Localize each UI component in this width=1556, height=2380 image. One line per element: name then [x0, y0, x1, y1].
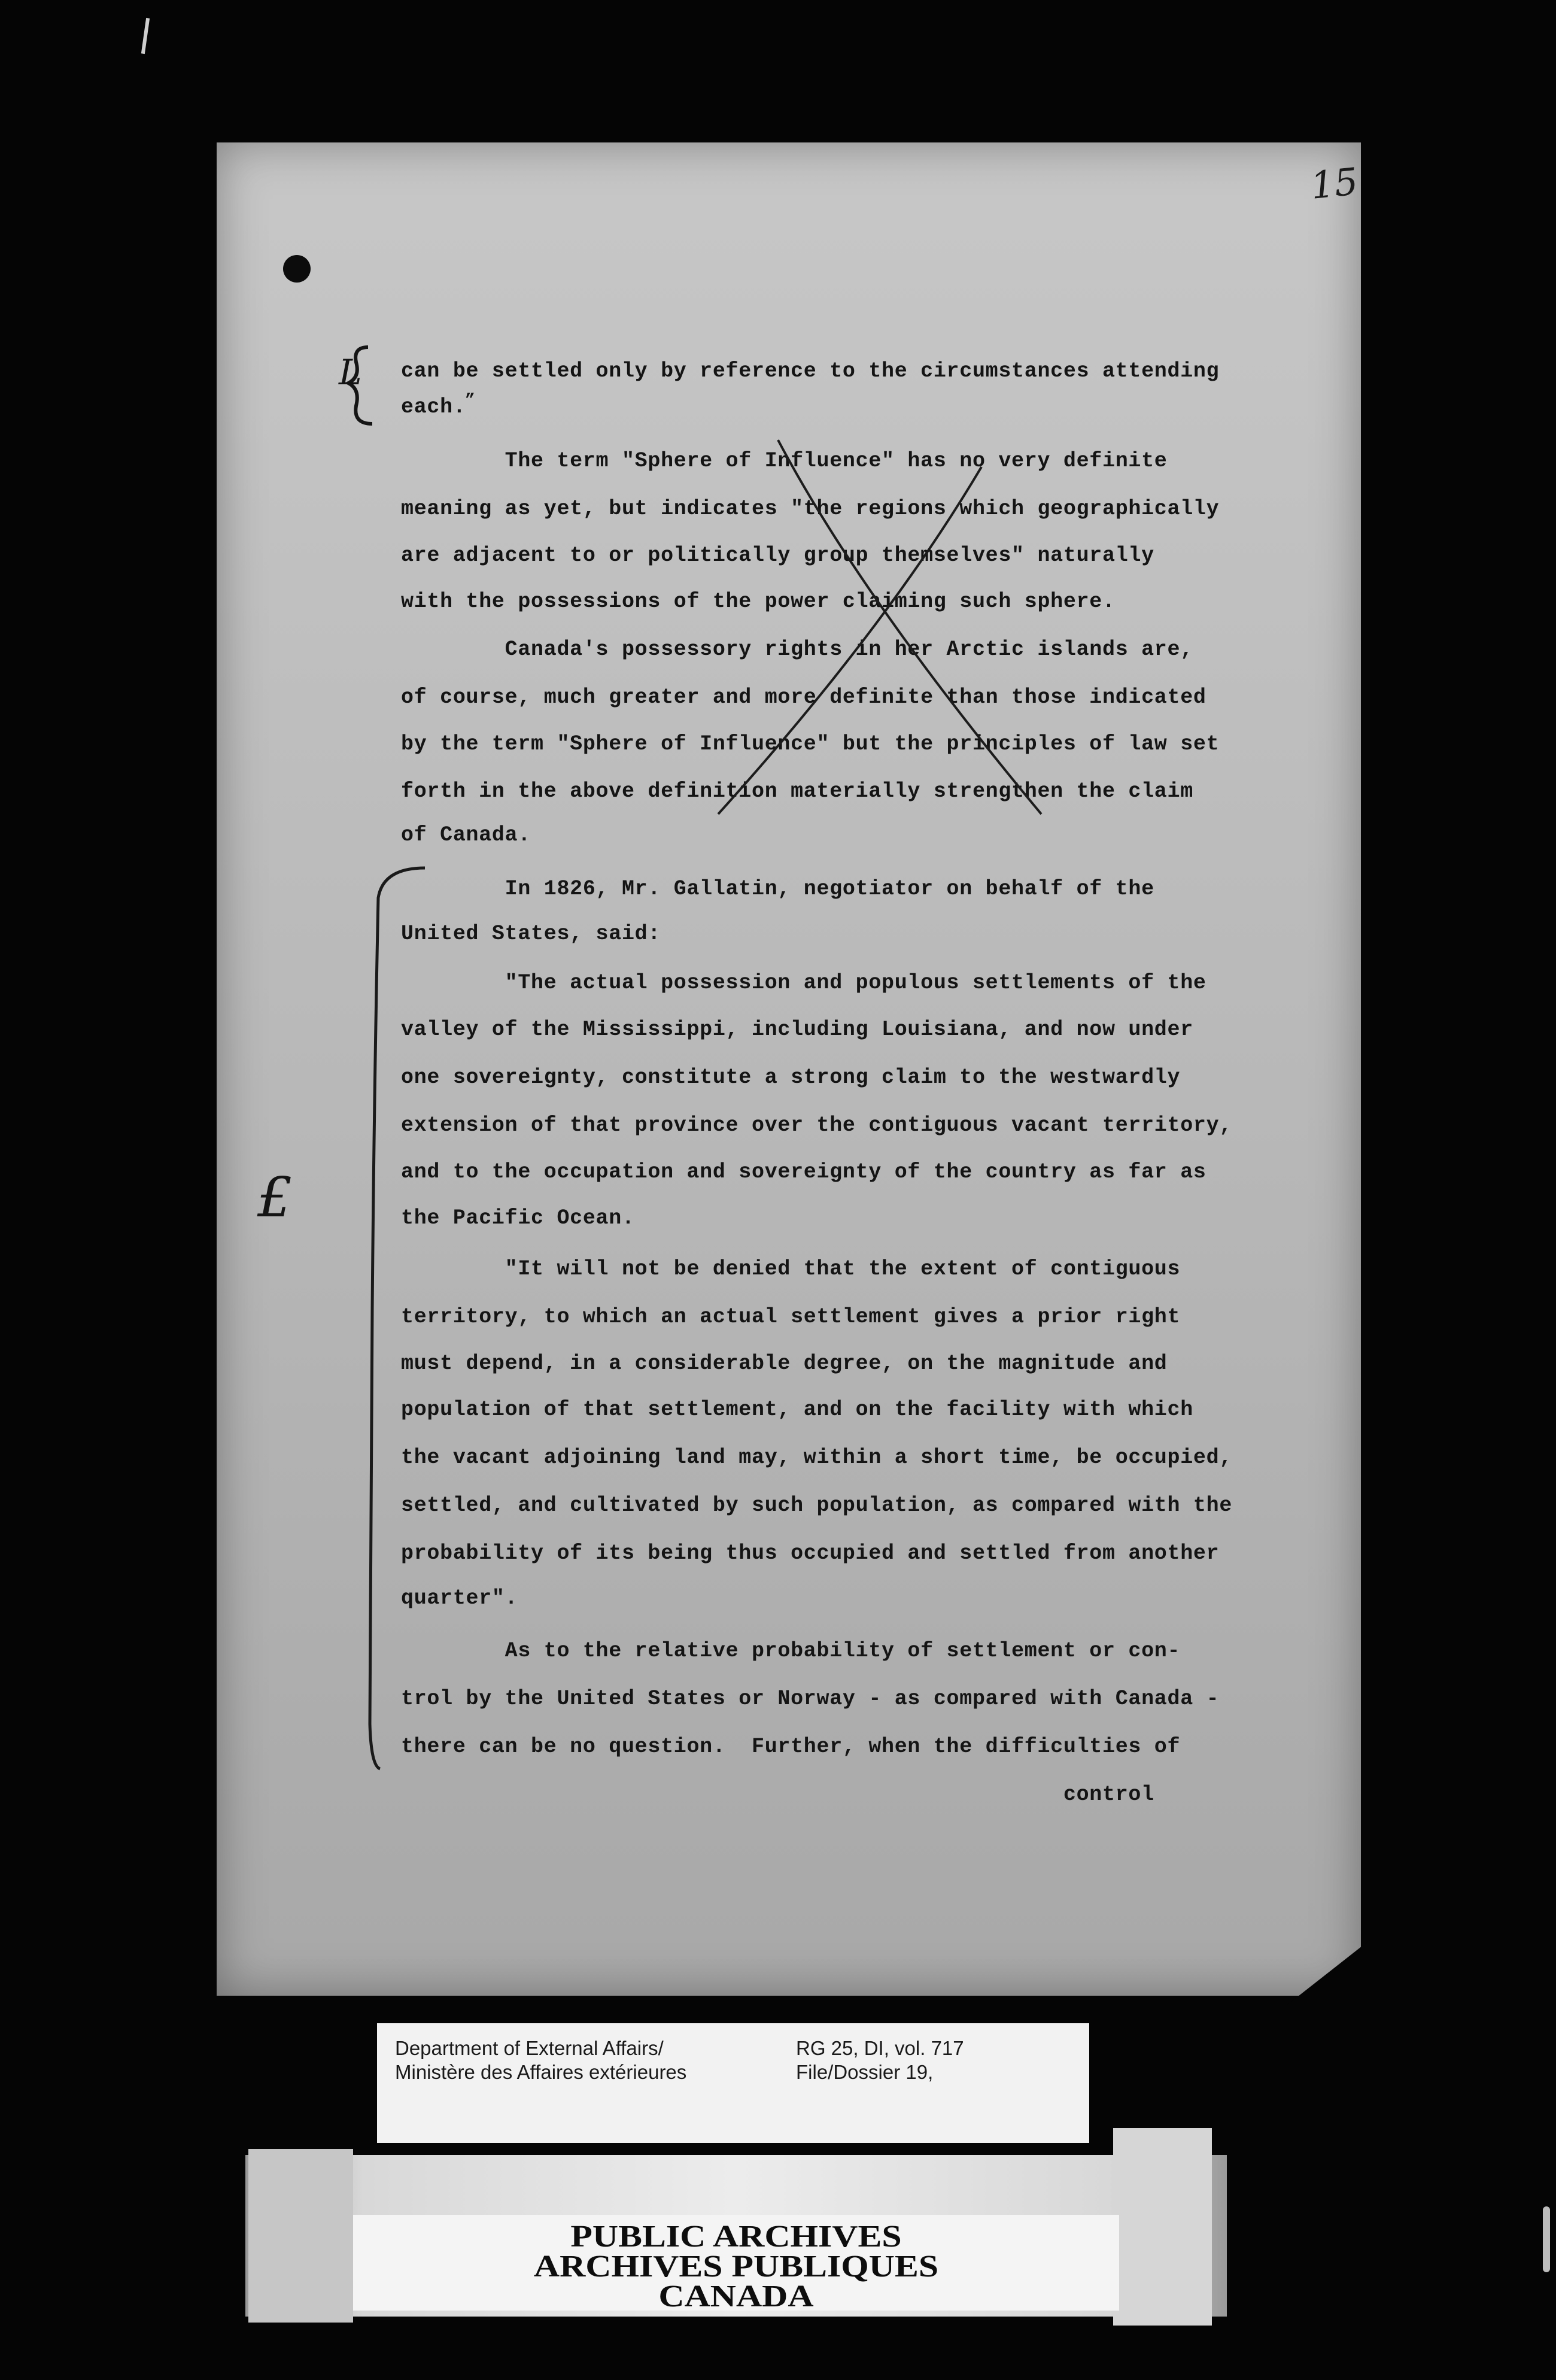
doc-line-30: there can be no question. Further, when the difficulties of: [401, 1735, 1181, 1759]
file-reference-block: [796, 2036, 964, 2084]
doc-line-15: valley of the Mississippi, including Louisiana, and now under: [401, 1018, 1193, 1042]
doc-line-27: quarter".: [401, 1586, 518, 1610]
doc-line-21: territory, to which an actual settlement gives a prior right: [401, 1305, 1181, 1329]
doc-line-17: extension of that province over the contiguous vacant territory,: [401, 1113, 1233, 1137]
stamp-line-french: ARCHIVES PUBLIQUES: [533, 2250, 939, 2284]
doc-line-28: As to the relative probability of settlement or con-: [401, 1639, 1181, 1663]
lower-margin-mark: £: [257, 1165, 293, 1230]
doc-line-22: must depend, in a considerable degree, on the magnitude and: [401, 1352, 1168, 1376]
doc-line-3: The term "Sphere of Influence" has no very definite: [401, 449, 1168, 473]
doc-line-25: settled, and cultivated by such population, as compared with the: [401, 1493, 1233, 1517]
public-archives-stamp: [359, 2222, 1113, 2312]
department-french: Ministère des Affaires extérieures: [395, 2061, 687, 2083]
doc-line-18: and to the occupation and sovereignty of the country as far as: [401, 1160, 1206, 1184]
department-english: Department of External Affairs/: [395, 2037, 664, 2059]
doc-line-24: the vacant adjoining land may, within a short time, be occupied,: [401, 1446, 1233, 1470]
doc-quote-mark: ”: [465, 391, 476, 410]
doc-line-11: of Canada.: [401, 823, 531, 847]
archive-reference-label: [377, 2023, 1089, 2143]
doc-line-29: trol by the United States or Norway - as compared with Canada -: [401, 1687, 1220, 1711]
film-edge-mark: [1543, 2206, 1550, 2272]
doc-line-14: "The actual possession and populous settlements of the: [401, 971, 1206, 995]
department-block: [395, 2036, 686, 2084]
doc-line-2: each.: [401, 395, 466, 419]
film-scratch: [141, 18, 150, 54]
doc-line-7: Canada's possessory rights in her Arctic islands are,: [401, 638, 1193, 661]
doc-line-20: "It will not be denied that the extent of contiguous: [401, 1257, 1181, 1281]
handwritten-page-number: 15: [1308, 159, 1360, 208]
doc-line-4: meaning as yet, but indicates "the regions which geographically: [401, 497, 1220, 521]
stamp-line-country: CANADA: [658, 2279, 814, 2314]
doc-line-26: probability of its being thus occupied and settled from another: [401, 1541, 1220, 1565]
upper-margin-letter: L: [339, 352, 363, 393]
stamp-line-english: PUBLIC ARCHIVES: [570, 2220, 902, 2254]
cross-out-mark: [706, 431, 1065, 826]
doc-line-13: United States, said:: [401, 922, 661, 946]
doc-line-10: forth in the above definition materially strengthen the claim: [401, 779, 1193, 803]
doc-line-6: with the possessions of the power claiming such sphere.: [401, 590, 1116, 614]
file-number: File/Dossier 19,: [796, 2061, 934, 2083]
doc-line-23: population of that settlement, and on the facility with which: [401, 1398, 1193, 1422]
doc-line-16: one sovereignty, constitute a strong claim to the westwardly: [401, 1065, 1181, 1089]
doc-line-5: are adjacent to or politically group themselves" naturally: [401, 544, 1154, 567]
doc-line-8: of course, much greater and more definite than those indicated: [401, 685, 1206, 709]
punch-hole: [283, 255, 311, 283]
doc-line-31: control: [401, 1783, 1154, 1807]
doc-line-12: In 1826, Mr. Gallatin, negotiator on behalf of the: [401, 877, 1154, 901]
record-group: RG 25, DI, vol. 717: [796, 2037, 964, 2059]
doc-line-1: can be settled only by reference to the circumstances attending: [401, 359, 1220, 383]
doc-line-19: the Pacific Ocean.: [401, 1206, 635, 1230]
doc-line-9: by the term "Sphere of Influence" but the principles of law set: [401, 732, 1220, 756]
